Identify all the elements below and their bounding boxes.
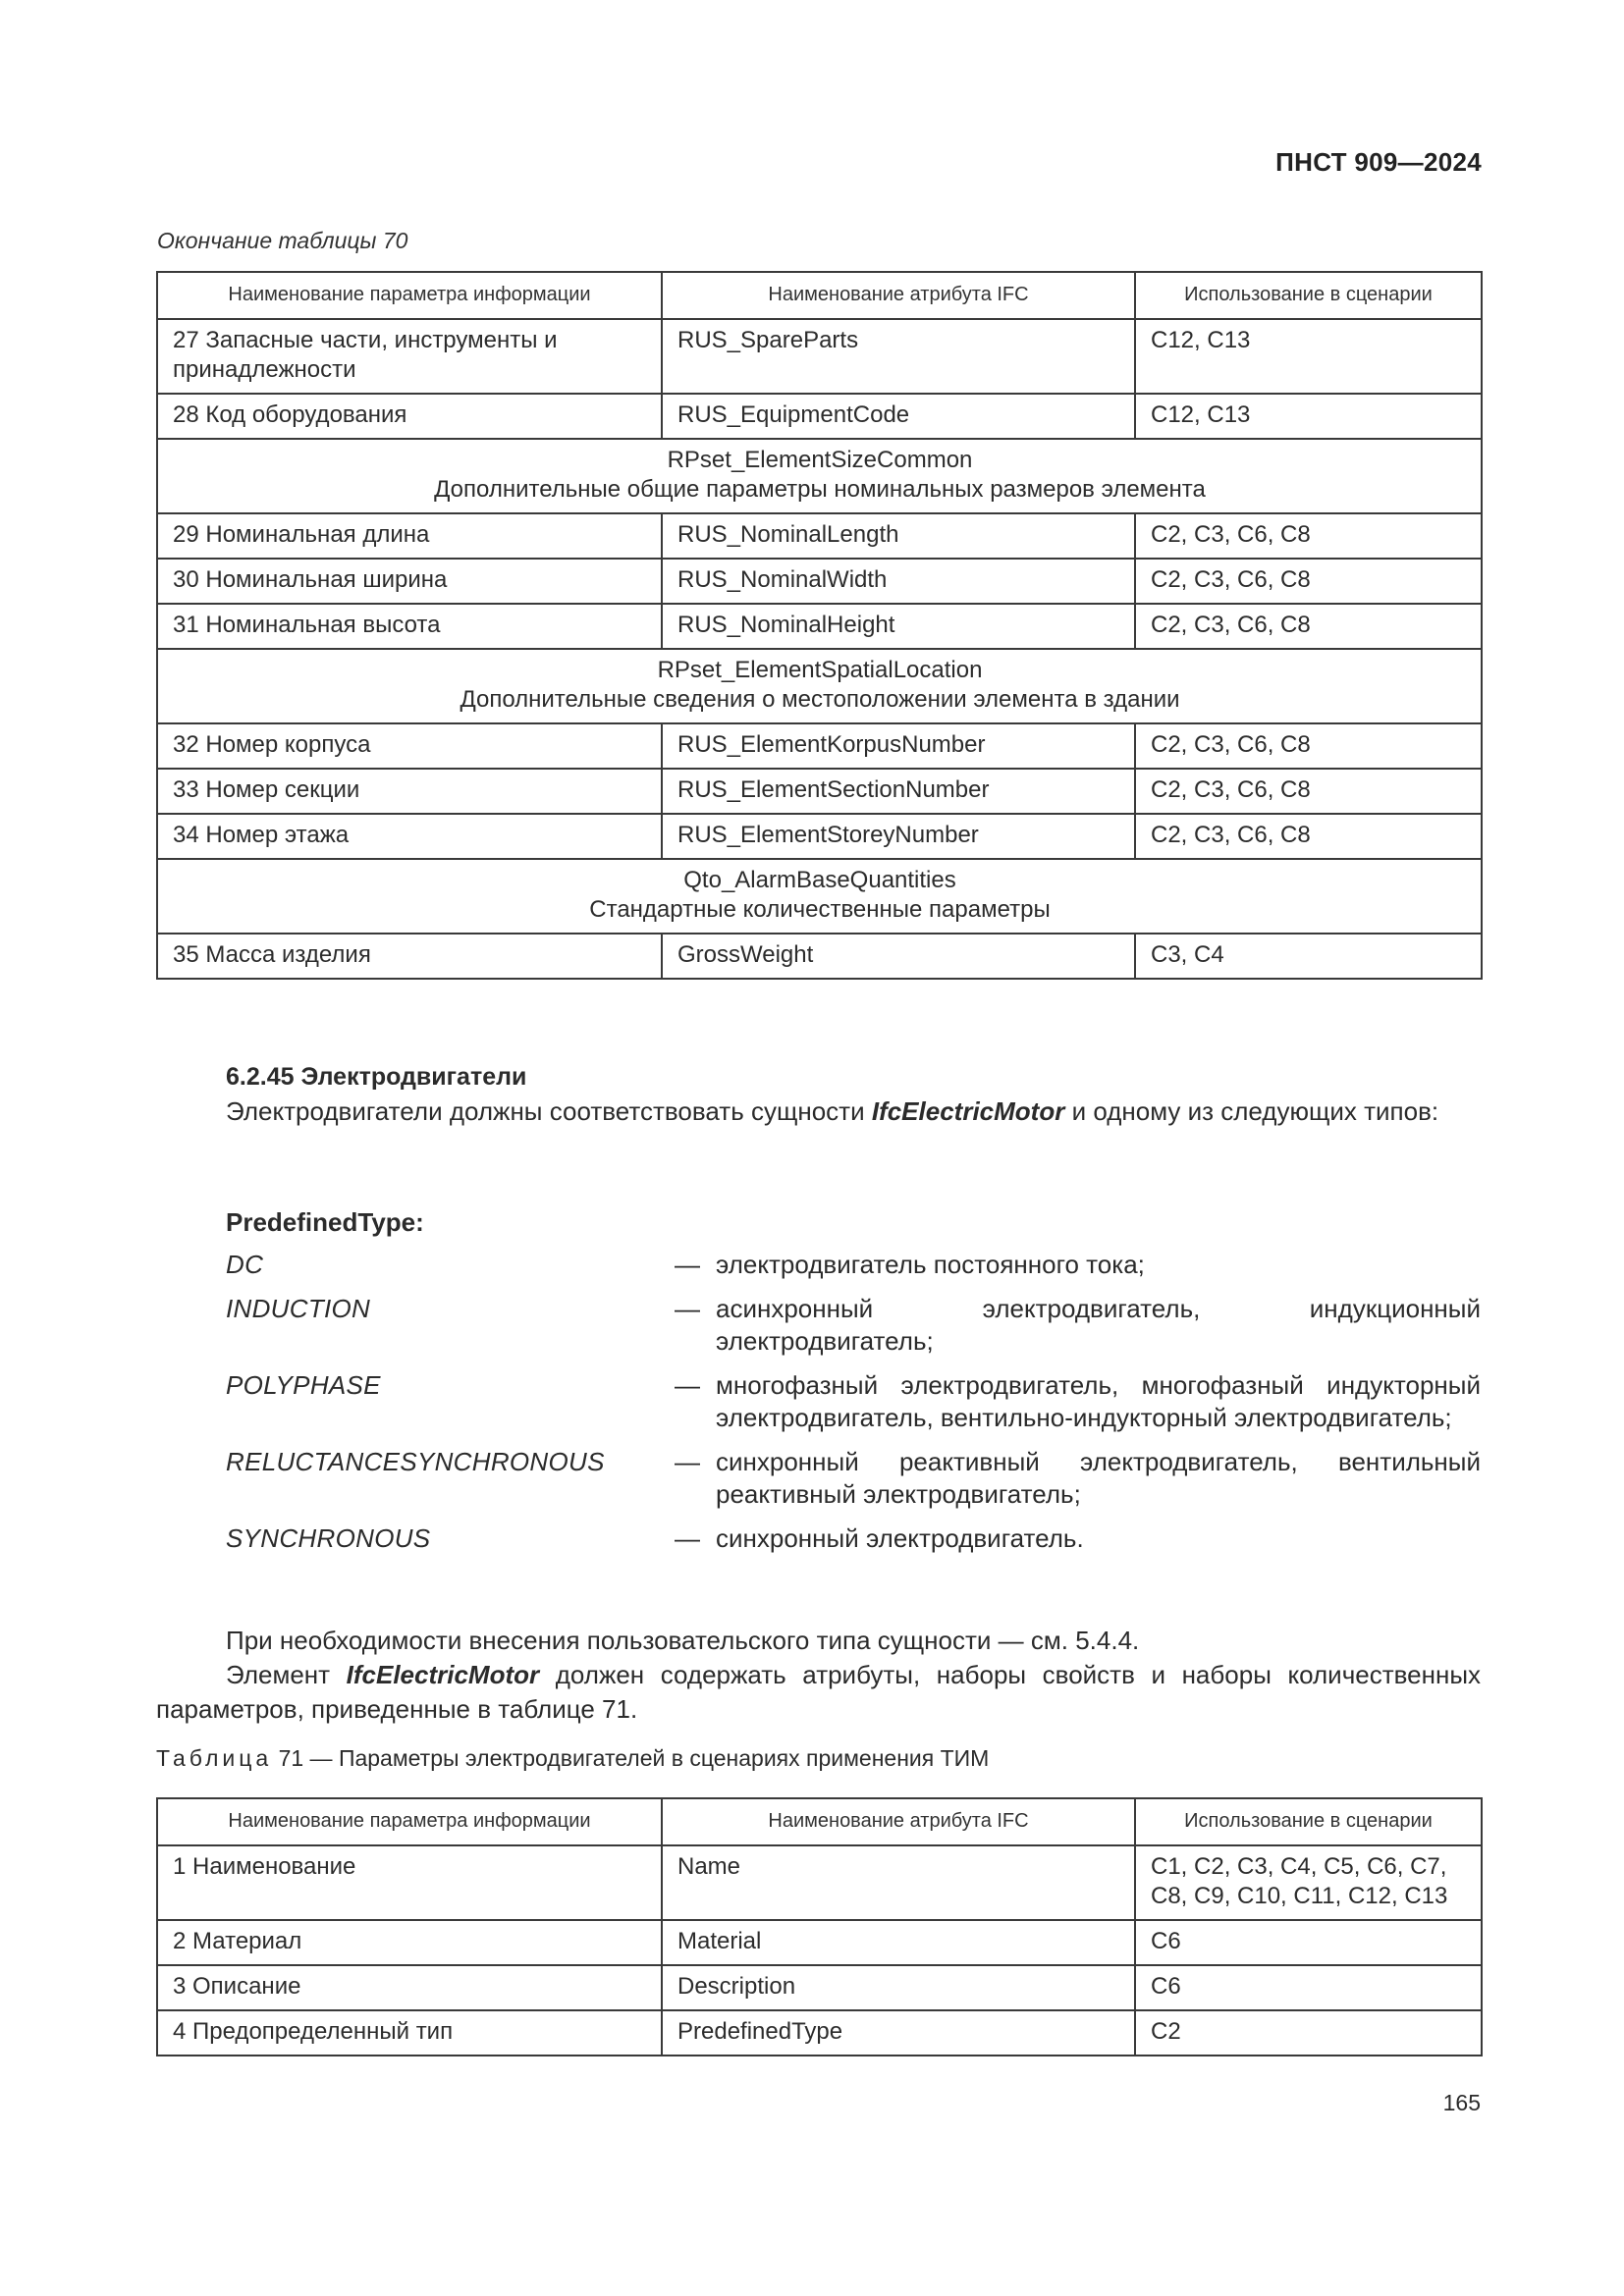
param-name-cell: 33 Номер секции — [157, 769, 662, 814]
param-name-cell: 27 Запасные части, инструменты и принадлежности — [157, 319, 662, 394]
table-row — [157, 723, 1482, 769]
header-scenario-usage: Использование в сценарии — [1135, 272, 1482, 319]
scenario-usage-cell: C1, C2, C3, C4, C5, C6, C7, C8, C9, C10, C11, C12, C13 — [1135, 1845, 1482, 1920]
element-entity-name: IfcElectricMotor — [346, 1660, 540, 1689]
table-group-row — [157, 439, 1482, 513]
table-caption-text: 71 — Параметры электродвигателей в сценариях применения ТИМ — [272, 1745, 990, 1771]
header-ifc-attribute: Наименование атрибута IFC — [662, 272, 1135, 319]
group-cell — [157, 859, 1482, 934]
type-dash: — — [675, 1370, 700, 1400]
table-row — [157, 1845, 1482, 1920]
ifc-attribute-cell: RUS_NominalHeight — [662, 604, 1135, 649]
table-row — [157, 604, 1482, 649]
type-description: синхронный реактивный электродвигатель, вентильный реактивный электродвигатель; — [716, 1447, 1481, 1509]
ifc-attribute-cell: PredefinedType — [662, 2010, 1135, 2056]
table-row — [157, 1965, 1482, 2010]
param-name-cell: 2 Материал — [157, 1920, 662, 1965]
param-name-cell: 3 Описание — [157, 1965, 662, 2010]
ifc-attribute-cell: RUS_EquipmentCode — [662, 394, 1135, 439]
header-scenario-usage: Использование в сценарии — [1135, 1798, 1482, 1845]
table-row — [157, 814, 1482, 859]
group-pset-name: Qto_AlarmBaseQuantities — [683, 867, 956, 893]
param-name-cell: 28 Код оборудования — [157, 394, 662, 439]
intro-text: Электродвигатели должны соответствовать сущности — [226, 1096, 872, 1126]
table-row — [157, 513, 1482, 559]
section-heading: 6.2.45 Электродвигатели — [226, 1063, 527, 1091]
header-ifc-attribute: Наименование атрибута IFC — [662, 1798, 1135, 1845]
group-cell — [157, 439, 1482, 513]
header-param-name: Наименование параметра информации — [157, 272, 662, 319]
type-name: RELUCTANCESYNCHRONOUS — [226, 1447, 605, 1476]
param-name-cell: 35 Масса изделия — [157, 934, 662, 979]
header-param-name: Наименование параметра информации — [157, 1798, 662, 1845]
standard-id: ПНСТ 909—2024 — [1275, 147, 1482, 177]
predefined-type-item — [226, 1249, 1481, 1281]
param-name-cell: 29 Номинальная длина — [157, 513, 662, 559]
group-description: Стандартные количественные параметры — [589, 896, 1051, 923]
type-dash: — — [675, 1294, 700, 1323]
entity-name: IfcElectricMotor — [871, 1096, 1065, 1126]
type-dash: — — [675, 1250, 700, 1279]
type-description: многофазный электродвигатель, многофазный индукторный электродвигатель, вентильно-индукторный электродвигатель; — [716, 1370, 1481, 1432]
table-row — [157, 394, 1482, 439]
table-row — [157, 2010, 1482, 2056]
table-continuation-label: Окончание таблицы 70 — [157, 228, 408, 253]
element-requirements — [156, 1658, 1481, 1727]
element-text-end: должен содержать атрибуты, наборы свойств и наборы количественных параметров, приведенные в таблице 71. — [156, 1660, 1482, 1724]
param-name-cell: 32 Номер корпуса — [157, 723, 662, 769]
note-user-type: При необходимости внесения пользовательского типа сущности — см. 5.4.4. — [226, 1626, 1140, 1655]
scenario-usage-cell: C12, C13 — [1135, 319, 1482, 394]
scenario-usage-cell: C6 — [1135, 1920, 1482, 1965]
scenario-usage-cell: C2, C3, C6, C8 — [1135, 769, 1482, 814]
table-row — [157, 1920, 1482, 1965]
group-description: Дополнительные общие параметры номинальных размеров элемента — [434, 476, 1206, 503]
table-group-row — [157, 649, 1482, 723]
intro-text-end: и одному из следующих типов: — [1064, 1096, 1439, 1126]
type-name: POLYPHASE — [226, 1370, 381, 1400]
ifc-attribute-cell: GrossWeight — [662, 934, 1135, 979]
group-description: Дополнительные сведения о местоположении элемента в здании — [460, 686, 1180, 713]
param-name-cell: 31 Номинальная высота — [157, 604, 662, 649]
param-name-cell: 34 Номер этажа — [157, 814, 662, 859]
param-name-cell: 30 Номинальная ширина — [157, 559, 662, 604]
ifc-attribute-cell: RUS_ElementKorpusNumber — [662, 723, 1135, 769]
param-name-cell: 4 Предопределенный тип — [157, 2010, 662, 2056]
group-pset-name: RPset_ElementSpatialLocation — [657, 657, 983, 683]
scenario-usage-cell: C2, C3, C6, C8 — [1135, 723, 1482, 769]
predefined-type-list — [226, 1249, 1481, 1567]
table-row — [157, 934, 1482, 979]
param-name-cell: 1 Наименование — [157, 1845, 662, 1920]
table-71 — [156, 1797, 1483, 2056]
table-row — [157, 559, 1482, 604]
type-description: асинхронный электродвигатель, индукционный электродвигатель; — [716, 1294, 1481, 1356]
ifc-attribute-cell: Material — [662, 1920, 1135, 1965]
group-pset-name: RPset_ElementSizeCommon — [667, 447, 973, 473]
predefined-type-item — [226, 1446, 1481, 1511]
predefined-type-item — [226, 1293, 1481, 1358]
scenario-usage-cell: C2, C3, C6, C8 — [1135, 513, 1482, 559]
table-row — [157, 319, 1482, 394]
ifc-attribute-cell: RUS_ElementSectionNumber — [662, 769, 1135, 814]
table-header-row — [157, 1798, 1482, 1845]
table-71-caption — [156, 1745, 989, 1772]
ifc-attribute-cell: Description — [662, 1965, 1135, 2010]
element-text: Элемент — [226, 1660, 347, 1689]
scenario-usage-cell: C2, C3, C6, C8 — [1135, 814, 1482, 859]
ifc-attribute-cell: Name — [662, 1845, 1135, 1920]
predefined-type-title: PredefinedType: — [226, 1207, 424, 1237]
ifc-attribute-cell: RUS_SpareParts — [662, 319, 1135, 394]
type-name: SYNCHRONOUS — [226, 1523, 431, 1553]
scenario-usage-cell: C12, C13 — [1135, 394, 1482, 439]
type-dash: — — [675, 1447, 700, 1476]
predefined-type-item — [226, 1522, 1481, 1555]
table-caption-label: Таблица — [156, 1745, 273, 1771]
predefined-type-item — [226, 1369, 1481, 1434]
type-name: DC — [226, 1250, 264, 1279]
group-cell — [157, 649, 1482, 723]
scenario-usage-cell: C3, C4 — [1135, 934, 1482, 979]
type-dash: — — [675, 1523, 700, 1553]
page-number: 165 — [1442, 2090, 1481, 2115]
type-description: электродвигатель постоянного тока; — [716, 1250, 1145, 1279]
ifc-attribute-cell: RUS_ElementStoreyNumber — [662, 814, 1135, 859]
type-description: синхронный электродвигатель. — [716, 1523, 1084, 1553]
scenario-usage-cell: C2, C3, C6, C8 — [1135, 604, 1482, 649]
scenario-usage-cell: C2, C3, C6, C8 — [1135, 559, 1482, 604]
scenario-usage-cell: C6 — [1135, 1965, 1482, 2010]
section-intro — [156, 1095, 1481, 1129]
ifc-attribute-cell: RUS_NominalWidth — [662, 559, 1135, 604]
table-group-row — [157, 859, 1482, 934]
ifc-attribute-cell: RUS_NominalLength — [662, 513, 1135, 559]
table-row — [157, 769, 1482, 814]
scenario-usage-cell: C2 — [1135, 2010, 1482, 2056]
table-header-row — [157, 272, 1482, 319]
table-70 — [156, 271, 1483, 980]
type-name: INDUCTION — [226, 1294, 371, 1323]
